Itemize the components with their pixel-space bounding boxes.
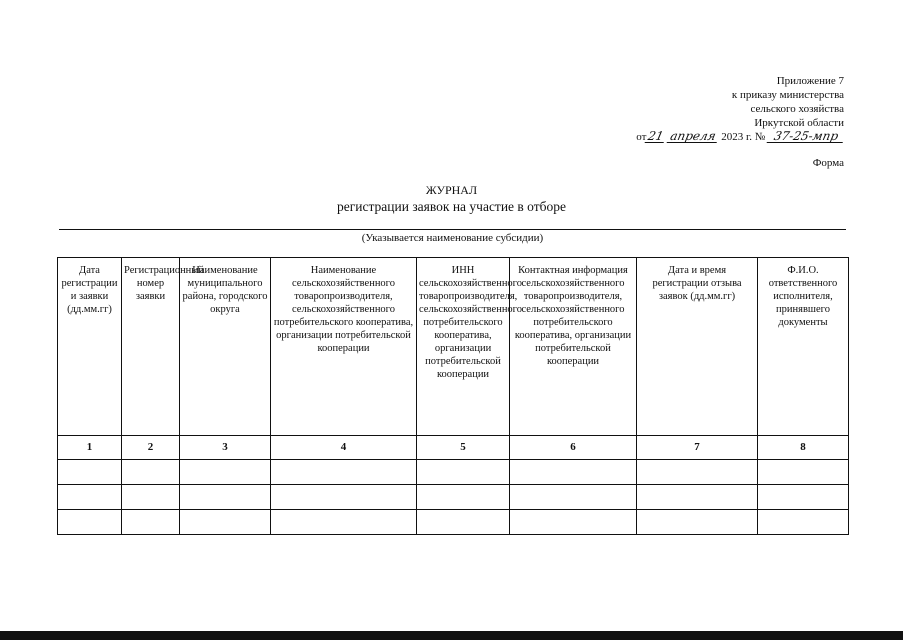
scan-edge-bar (0, 631, 903, 640)
table-row (58, 485, 849, 510)
empty-cell (271, 485, 417, 510)
column-number: 2 (122, 436, 180, 460)
column-number: 1 (58, 436, 122, 460)
journal-title: ЖУРНАЛ (425, 183, 478, 197)
empty-cell (271, 460, 417, 485)
form-label: Форма (812, 157, 844, 169)
empty-cell (637, 510, 758, 535)
empty-cell (58, 460, 122, 485)
appendix-region: Иркутской области (754, 117, 844, 129)
empty-cell (510, 460, 637, 485)
empty-cell (758, 460, 849, 485)
empty-cell (180, 460, 271, 485)
header-registration-number: Регистрационный номер заявки (122, 258, 180, 436)
empty-cell (510, 510, 637, 535)
table-row (58, 460, 849, 485)
column-number-row (58, 436, 849, 460)
column-number: 4 (271, 436, 417, 460)
subsidy-note: (Указывается наименование субсидии) (361, 232, 544, 244)
header-responsible-person: Ф.И.О. ответственного исполнителя, принявшего документы (758, 258, 849, 436)
journal-subtitle: регистрации заявок на участие в отборе (336, 199, 567, 214)
column-number: 3 (180, 436, 271, 460)
header-contact-info: Контактная информация сельскохозяйственного товаропроизводителя, сельскохозяйственного потребительского кооператива, организации потребительской кооперации (510, 258, 637, 436)
appendix-ministry: сельского хозяйства (750, 103, 844, 115)
empty-cell (58, 510, 122, 535)
column-number: 7 (637, 436, 758, 460)
empty-cell (122, 485, 180, 510)
header-municipality: Наименование муниципального района, городского округа (180, 258, 271, 436)
empty-cell (417, 485, 510, 510)
appendix-order-ref: к приказу министерства (731, 89, 844, 101)
empty-cell (758, 485, 849, 510)
empty-cell (180, 510, 271, 535)
appendix-order-line (636, 130, 844, 144)
empty-cell (637, 460, 758, 485)
header-inn: ИНН сельскохозяйственного товаропроизводителя, сельскохозяйственного потребительского кооператива, организации потребительской кооперации (417, 258, 510, 436)
header-withdrawal-datetime: Дата и время регистрации отзыва заявок (дд.мм.гг) (637, 258, 758, 436)
column-number: 8 (758, 436, 849, 460)
header-row (58, 258, 849, 436)
empty-cell (180, 485, 271, 510)
empty-cell (758, 510, 849, 535)
header-registration-date: Дата регистрации и заявки (дд.мм.гг) (58, 258, 122, 436)
appendix-title: Приложение 7 (776, 75, 844, 87)
empty-cell (58, 485, 122, 510)
empty-cell (122, 460, 180, 485)
column-number: 6 (510, 436, 637, 460)
appendix-block (636, 74, 844, 144)
order-prefix: от (636, 131, 647, 143)
empty-cell (510, 485, 637, 510)
registration-journal-table (57, 257, 849, 535)
column-number: 5 (417, 436, 510, 460)
table-row (58, 510, 849, 535)
empty-cell (122, 510, 180, 535)
order-number-handwritten: 37-25-мпр (767, 130, 846, 143)
empty-cell (417, 510, 510, 535)
order-year: 2023 г. № (721, 131, 766, 143)
header-producer-name: Наименование сельскохозяйственного товаропроизводителя, сельскохозяйственного потребительского кооператива, организации потребительской кооперации (271, 258, 417, 436)
order-month-handwritten: апреля (667, 130, 720, 143)
subsidy-name-line (59, 229, 846, 230)
empty-cell (271, 510, 417, 535)
order-day-handwritten: 21 (647, 129, 666, 143)
empty-cell (417, 460, 510, 485)
empty-cell (637, 485, 758, 510)
